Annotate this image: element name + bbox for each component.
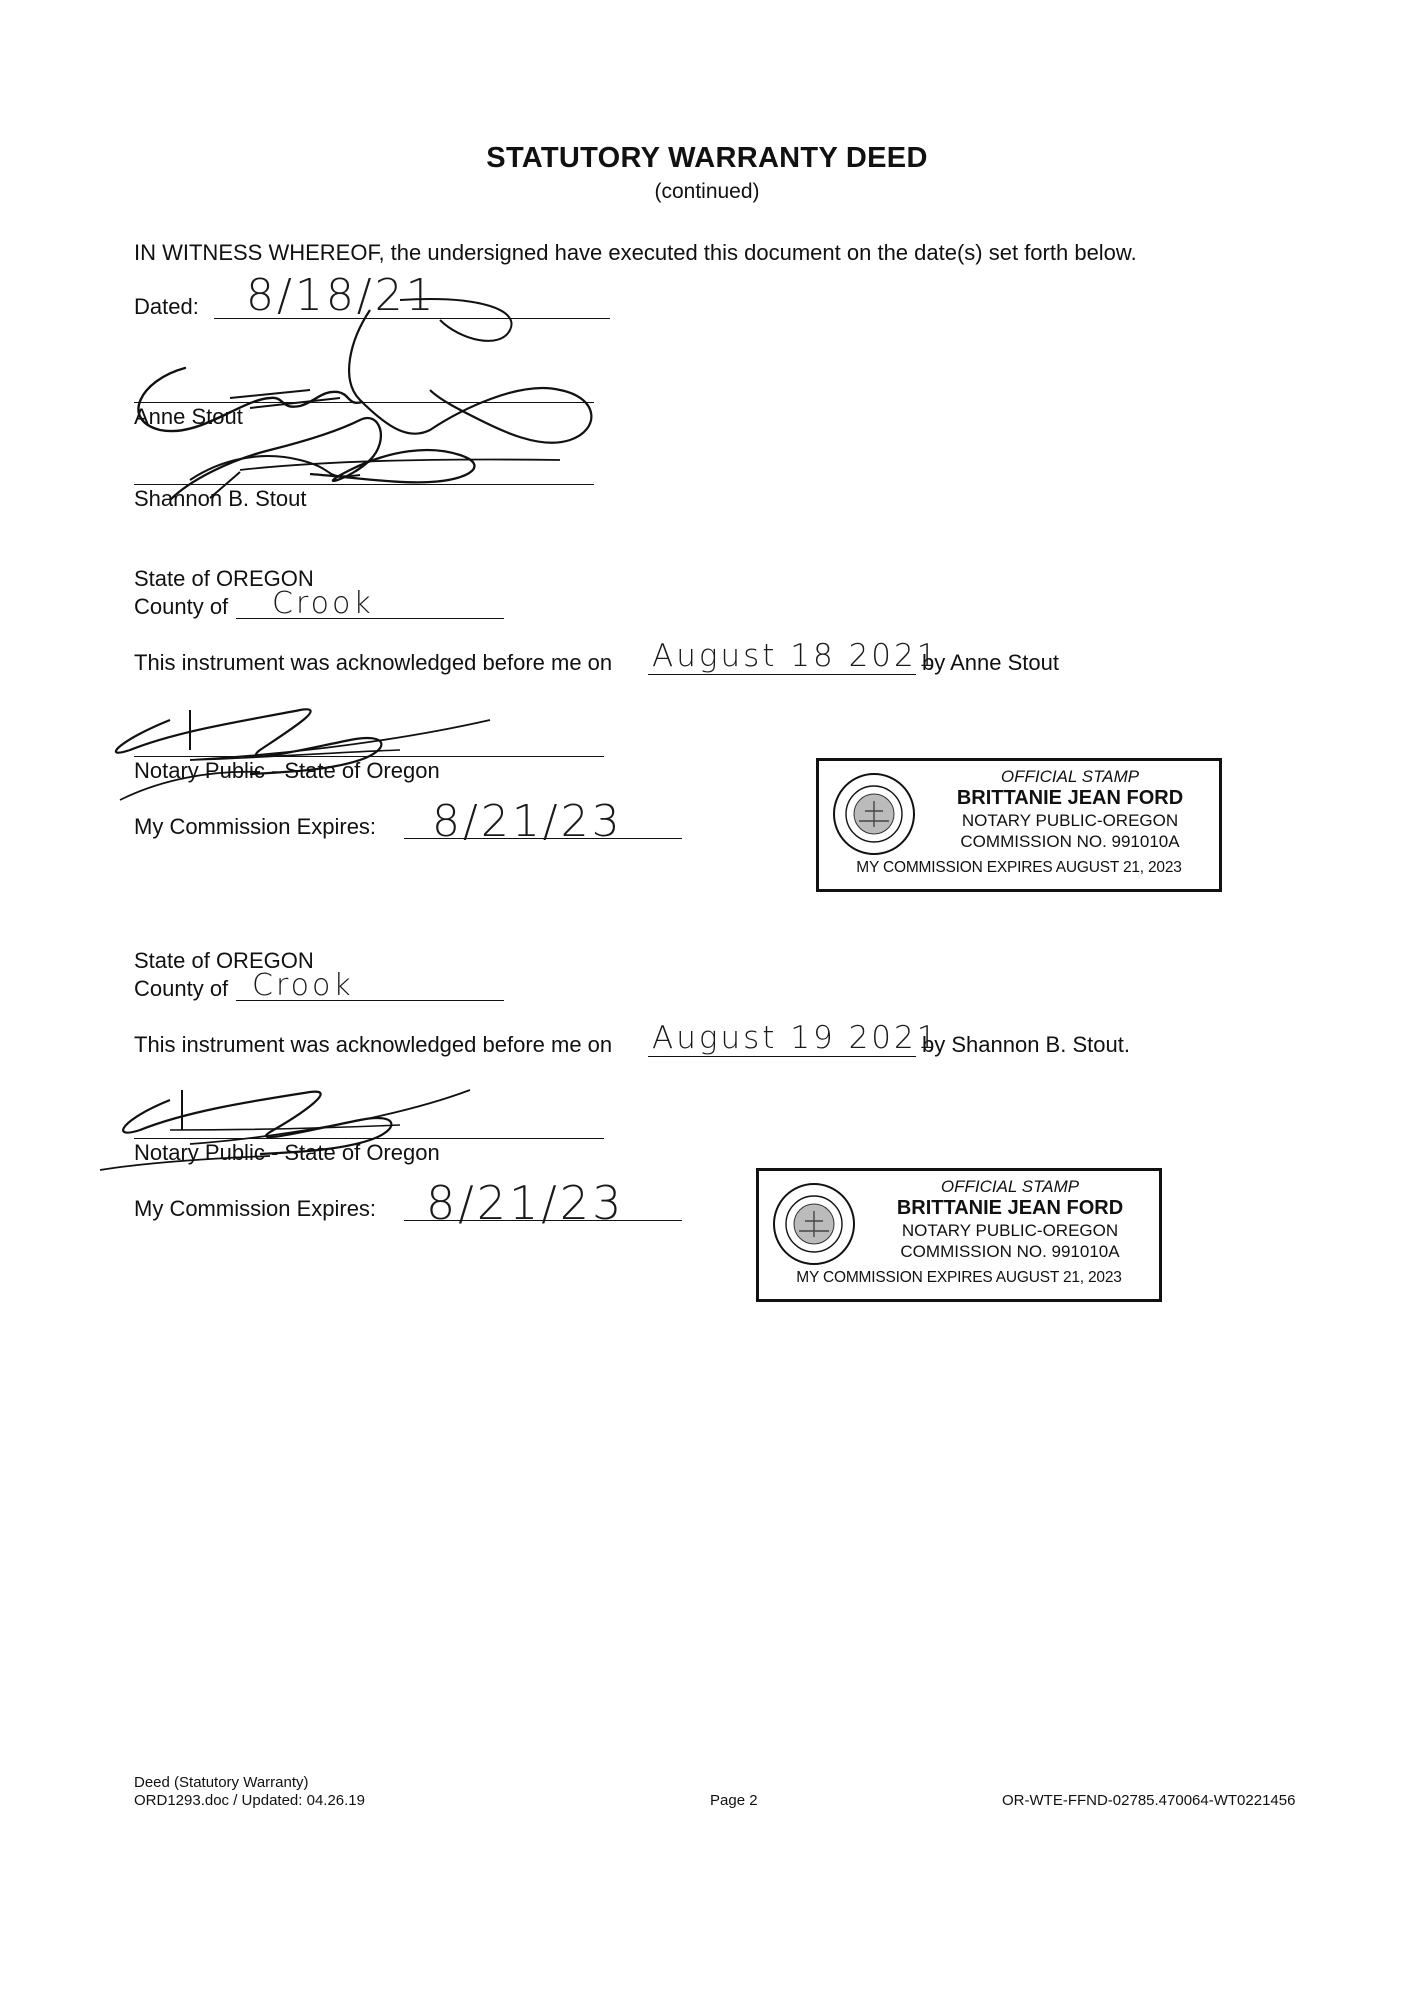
notary-line-2 xyxy=(134,1138,604,1139)
shannon-stout-signature xyxy=(110,400,670,510)
footer-form-name: Deed (Statutory Warranty) xyxy=(134,1774,309,1791)
notary-label-1: Notary Public - State of Oregon xyxy=(134,758,440,783)
notary-label-2: Notary Public - State of Oregon xyxy=(134,1140,440,1165)
signer-name-1: Anne Stout xyxy=(134,404,243,429)
signer-name-2: Shannon B. Stout xyxy=(134,486,307,511)
stamp-line-expires: MY COMMISSION EXPIRES AUGUST 21, 2023 xyxy=(796,1269,1122,1286)
county-label-1: County of xyxy=(134,594,229,619)
stamp-line-commission: COMMISSION NO. 991010A xyxy=(900,1242,1120,1261)
stamp-line-commission: COMMISSION NO. 991010A xyxy=(960,832,1180,851)
footer-document-id: OR-WTE-FFND-02785.470064-WT0221456 xyxy=(1002,1792,1296,1809)
county-handwritten-2: Crook xyxy=(252,968,354,1003)
stamp-line-name: BRITTANIE JEAN FORD xyxy=(896,1197,1124,1219)
stamp-line-name: BRITTANIE JEAN FORD xyxy=(956,787,1184,809)
footer-page-number: Page 2 xyxy=(710,1792,758,1809)
state-label-2: State of OREGON xyxy=(134,948,314,973)
stamp-line-title: NOTARY PUBLIC-OREGON xyxy=(961,811,1179,830)
witness-statement: IN WITNESS WHEREOF, the undersigned have executed this document on the date(s) set forth below. xyxy=(134,240,1137,265)
notary-stamp-2 xyxy=(756,1168,1162,1302)
expires-handwritten-2: 8/21/23 xyxy=(426,1176,625,1230)
ack-prefix-2: This instrument was acknowledged before me on xyxy=(134,1032,613,1057)
footer-left xyxy=(134,1774,365,1810)
oregon-seal-icon xyxy=(771,1181,857,1267)
county-label-2: County of xyxy=(134,976,229,1001)
ack-date-handwritten-1: August 18 2021 xyxy=(652,638,940,674)
ack-suffix-1: by Anne Stout xyxy=(922,650,1059,675)
expires-label-2: My Commission Expires: xyxy=(134,1196,377,1221)
dated-label: Dated: xyxy=(134,294,199,319)
state-label-1: State of OREGON xyxy=(134,566,314,591)
expires-label-1: My Commission Expires: xyxy=(134,814,377,839)
stamp-line-expires: MY COMMISSION EXPIRES AUGUST 21, 2023 xyxy=(856,859,1182,876)
ack-prefix-1: This instrument was acknowledged before me on xyxy=(134,650,613,675)
notary-line-1 xyxy=(134,756,604,757)
ack-date-line-2 xyxy=(648,1056,916,1057)
document-title: STATUTORY WARRANTY DEED xyxy=(486,142,928,174)
notary-stamp-1 xyxy=(816,758,1222,892)
footer-file-updated: ORD1293.doc / Updated: 04.26.19 xyxy=(134,1792,365,1809)
document-subtitle: (continued) xyxy=(654,180,760,203)
county-handwritten-1: Crook xyxy=(272,586,374,621)
ack-date-handwritten-2: August 19 2021 xyxy=(652,1020,940,1056)
expires-handwritten-1: 8/21/23 xyxy=(432,796,623,847)
stamp-line-official: OFFICIAL STAMP xyxy=(940,1177,1080,1196)
stamp-line-title: NOTARY PUBLIC-OREGON xyxy=(901,1221,1119,1240)
dated-handwritten-value: 8/18/21 xyxy=(246,270,437,321)
oregon-seal-icon xyxy=(831,771,917,857)
stamp-line-official: OFFICIAL STAMP xyxy=(1000,767,1140,786)
ack-date-line-1 xyxy=(648,674,916,675)
ack-suffix-2: by Shannon B. Stout. xyxy=(922,1032,1130,1057)
